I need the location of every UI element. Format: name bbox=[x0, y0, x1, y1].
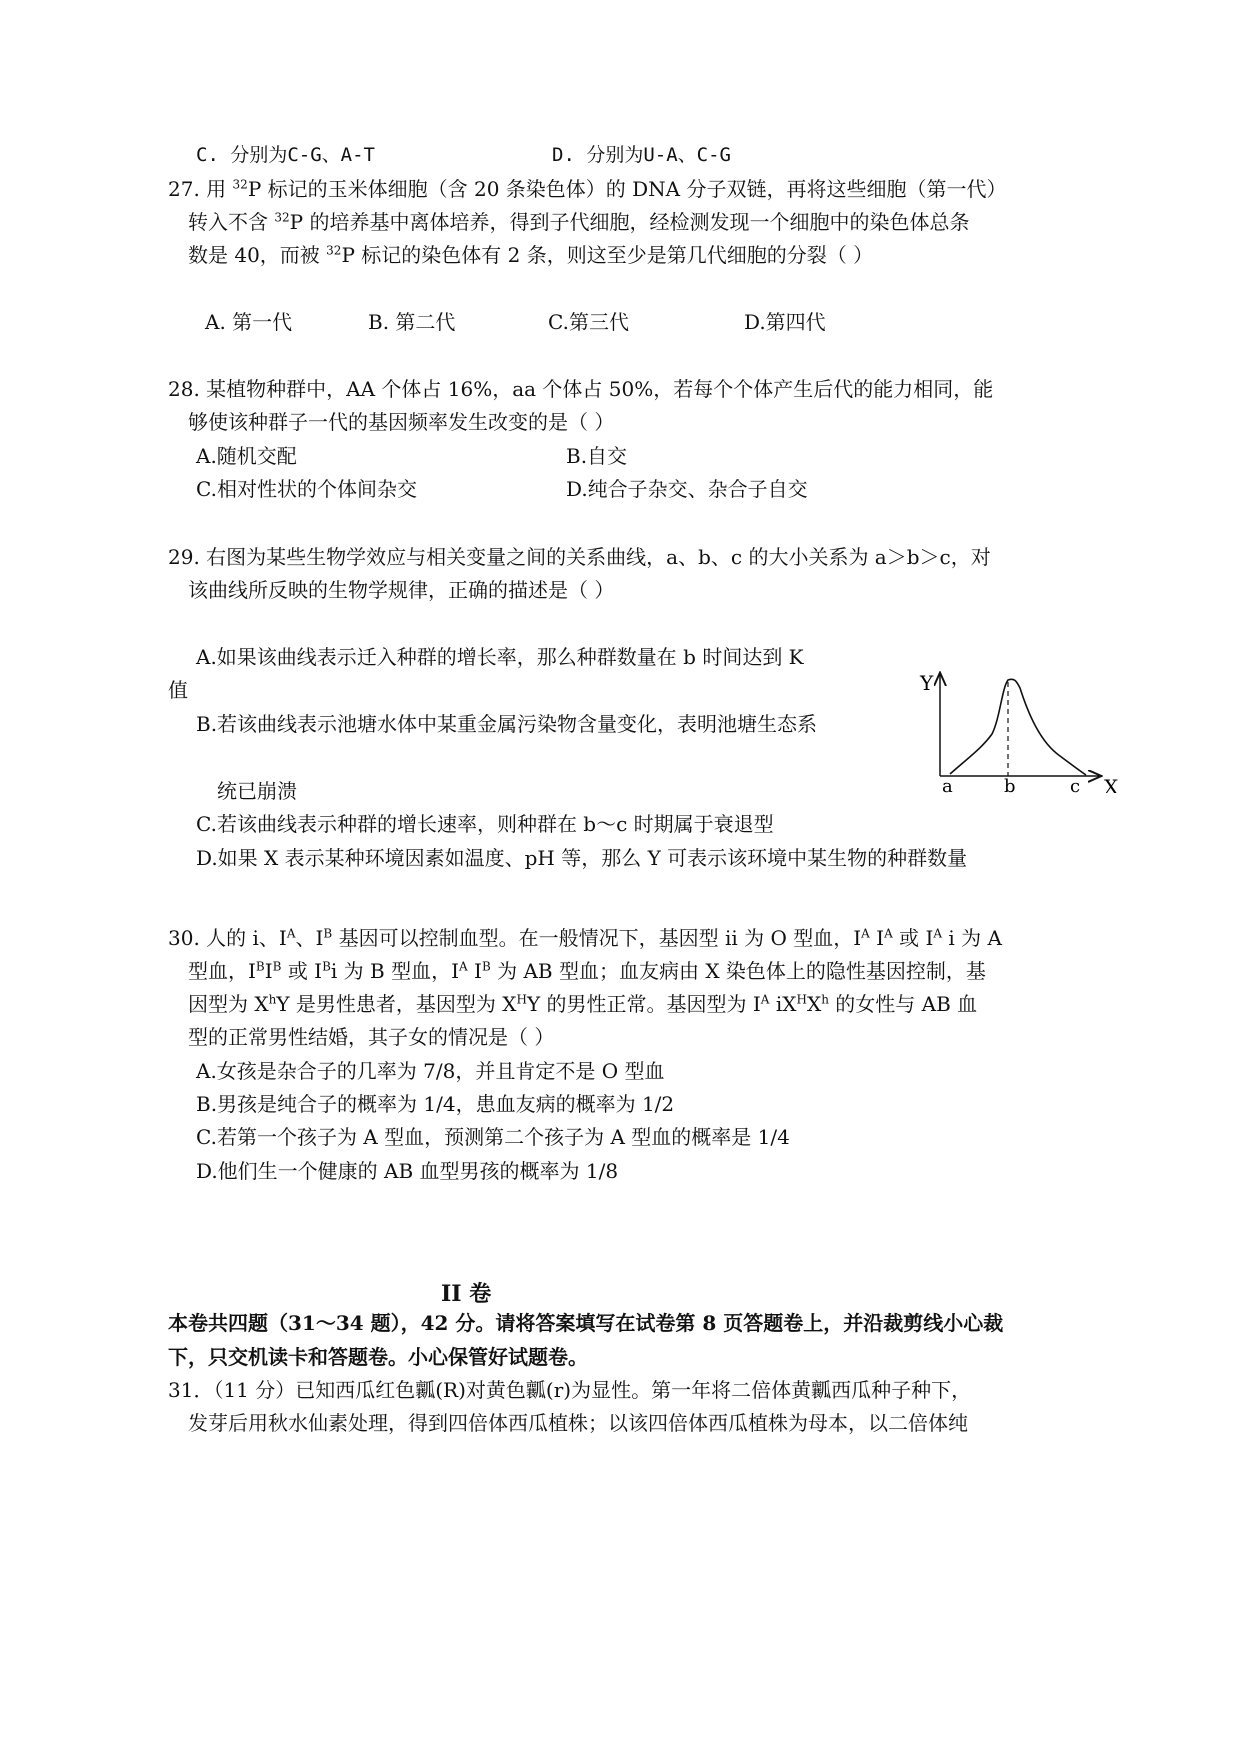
q27-stem-line3: 数是 40，而被 $^{32}$P 标记的染色体有 2 条，则这至少是第几代细胞的分裂（ ） bbox=[188, 243, 874, 267]
q27-stem-line1: 27. 用 $^{32}$P 标记的玉米体细胞（含 20 条染色体）的 DNA 分子双链，再将这些细胞（第一代） bbox=[168, 177, 1007, 201]
q29-option-c: C.若该曲线表示种群的增长速率，则种群在 b～c 时期属于衰退型 bbox=[196, 812, 774, 836]
q30-option-a: A.女孩是杂合子的几率为 7/8，并且肯定不是 O 型血 bbox=[196, 1059, 665, 1083]
q30-stem-line4: 型的正常男性结婚，其子女的情况是（ ） bbox=[188, 1025, 555, 1049]
q29-option-d: D.如果 X 表示某种环境因素如温度、pH 等，那么 Y 可表示该环境中某生物的种群数量 bbox=[196, 846, 968, 870]
y-axis-label: Y bbox=[920, 671, 934, 695]
q28-option-a: A.随机交配 bbox=[196, 444, 297, 468]
q27-option-a: A. 第一代 bbox=[205, 310, 293, 334]
q27-option-b: B. 第二代 bbox=[368, 310, 456, 334]
q31-stem-line2: 发芽后用秋水仙素处理，得到四倍体西瓜植株；以该四倍体西瓜植株为母本，以二倍体纯 bbox=[188, 1411, 968, 1435]
tick-label-c: c bbox=[1070, 776, 1081, 793]
q28-option-c: C.相对性状的个体间杂交 bbox=[196, 477, 417, 501]
q28-stem-line2: 够使该种群子一代的基因频率发生改变的是（ ） bbox=[188, 410, 615, 434]
q27-option-d: D.第四代 bbox=[744, 310, 826, 334]
q30-stem-line2: 型血，$I^BI^B$ 或 $I^Bi$ 为 B 型血，$I^A$ $I^B$ 为 AB 型血；血友病由 X 染色体上的隐性基因控制，基 bbox=[188, 959, 986, 983]
response-curve bbox=[950, 679, 1086, 775]
q26-option-c: C. 分别为C-G、A-T bbox=[196, 144, 375, 166]
tick-label-b: b bbox=[1004, 776, 1016, 793]
q30-option-c: C.若第一个孩子为 A 型血，预测第二个孩子为 A 型血的概率是 1/4 bbox=[196, 1125, 790, 1149]
q29-stem-line1: 29. 右图为某些生物学效应与相关变量之间的关系曲线，a、b、c 的大小关系为 a＞b＞c，对 bbox=[168, 545, 991, 569]
q30-option-d: D.他们生一个健康的 AB 血型男孩的概率为 1/8 bbox=[196, 1159, 619, 1183]
q29-option-b: B.若该曲线表示池塘水体中某重金属污染物含量变化，表明池塘生态系 bbox=[196, 712, 818, 736]
q28-option-d: D.纯合子杂交、杂合子自交 bbox=[566, 477, 808, 501]
q31-stem-line1: 31．（11 分）已知西瓜红色瓤(R)对黄色瓤(r)为显性。第一年将二倍体黄瓤西瓜种子种下， bbox=[168, 1378, 972, 1402]
q29-curve-figure bbox=[910, 668, 1120, 793]
q29-option-b-cont: 统已崩溃 bbox=[217, 779, 297, 803]
part2-intro-line1: 本卷共四题（31～34 题），42 分。请将答案填写在试卷第 8 页答题卷上，并沿裁剪线小心裁 bbox=[168, 1311, 1004, 1335]
q29-option-a: A.如果该曲线表示迁入种群的增长率，那么种群数量在 b 时间达到 K bbox=[196, 645, 804, 669]
q27-option-c: C.第三代 bbox=[548, 310, 629, 334]
x-axis-label: X bbox=[1104, 775, 1119, 793]
q26-option-d: D. 分别为U-A、C-G bbox=[552, 144, 731, 166]
part2-intro-line2: 下，只交机读卡和答题卷。小心保管好试题卷。 bbox=[168, 1345, 588, 1369]
q29-stem-line2: 该曲线所反映的生物学规律，正确的描述是（ ） bbox=[188, 578, 615, 602]
tick-label-a: a bbox=[942, 776, 953, 793]
part2-title: II 卷 bbox=[441, 1281, 492, 1307]
q30-option-b: B.男孩是纯合子的概率为 1/4，患血友病的概率为 1/2 bbox=[196, 1092, 675, 1116]
q27-stem-line2: 转入不含 $^{32}$P 的培养基中离体培养，得到子代细胞，经检测发现一个细胞中的染色体总条 bbox=[188, 210, 970, 234]
q30-stem-line3: 因型为 $X^hY$ 是男性患者，基因型为 $X^HY$ 的男性正常。基因型为 $I^A$ $iX^HX^h$ 的女性与 AB 血 bbox=[188, 992, 978, 1016]
q30-stem-line1: 30. 人的 i、$I^A$、$I^B$ 基因可以控制血型。在一般情况下，基因型 ii 为 O 型血，$I^A$ $I^A$ 或 $I^A$ i 为 A bbox=[168, 926, 1002, 950]
q28-stem-line1: 28. 某植物种群中，AA 个体占 16%，aa 个体占 50%，若每个个体产生后代的能力相同，能 bbox=[168, 377, 994, 401]
q28-option-b: B.自交 bbox=[566, 444, 628, 468]
q29-option-a-cont: 值 bbox=[168, 678, 188, 702]
